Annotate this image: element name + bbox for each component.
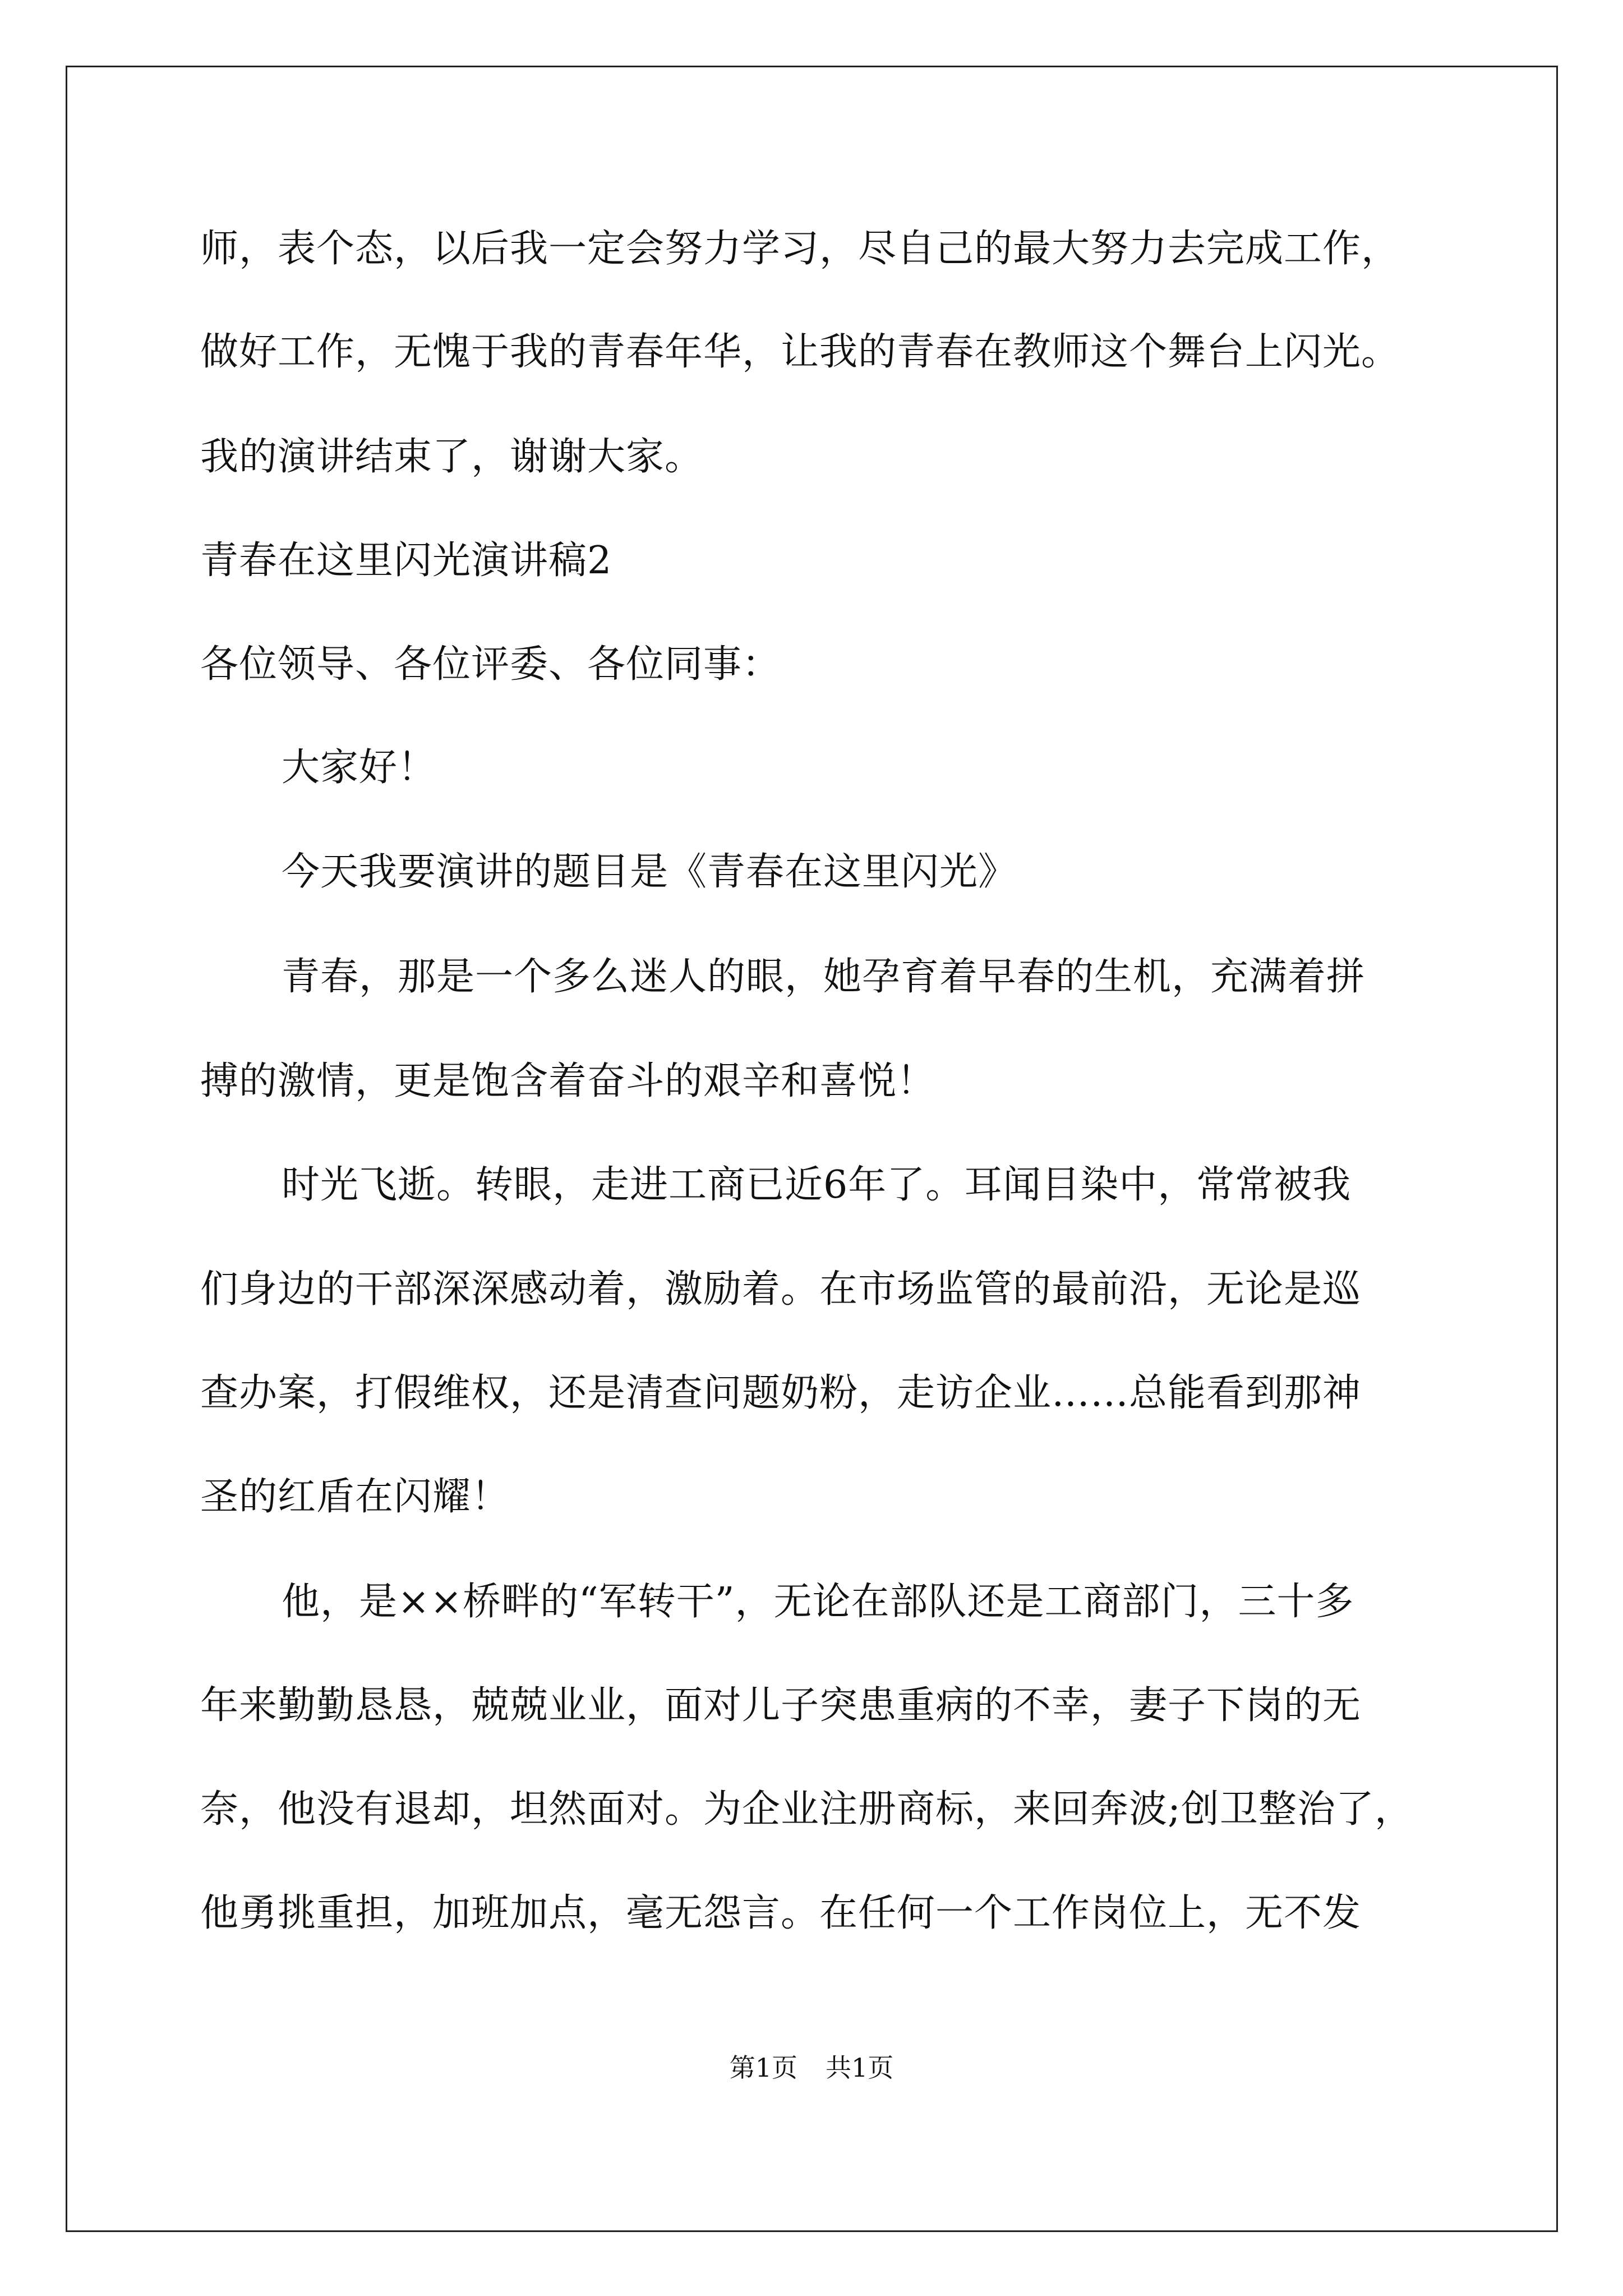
body-line: 我的演讲结束了，谢谢大家。 — [200, 435, 704, 479]
body-line: 奈，他没有退却，坦然面对。为企业注册商标，来回奔波;创卫整治了， — [200, 1787, 1413, 1832]
page-total: 共1页 — [826, 2053, 894, 2083]
section-heading: 青春在这里闪光演讲稿2 — [200, 539, 612, 583]
salutation: 各位领导、各位评委、各位同事： — [200, 642, 781, 687]
page-number: 第1页 — [729, 2053, 797, 2083]
body-line: 今天我要演讲的题目是《青春在这里闪光》 — [282, 850, 1017, 894]
body-line: 师，表个态，以后我一定会努力学习，尽自己的最大努力去完成工作， — [200, 227, 1400, 271]
body-line: 他，是××桥畔的“军转干”，无论在部队还是工商部门，三十多 — [282, 1580, 1354, 1624]
body-line: 做好工作，无愧于我的青春年华，让我的青春在教师这个舞台上闪光。 — [200, 330, 1400, 374]
body-line: 查办案，打假维权，还是清查问题奶粉，走访企业……总能看到那神 — [200, 1371, 1362, 1415]
body-line: 他勇挑重担，加班加点，毫无怨言。在任何一个工作岗位上，无不发 — [200, 1891, 1362, 1935]
body-line: 年来勤勤恳恳，兢兢业业，面对儿子突患重病的不幸，妻子下岗的无 — [200, 1683, 1362, 1728]
body-line: 们身边的干部深深感动着，激励着。在市场监管的最前沿，无论是巡 — [200, 1267, 1362, 1312]
body-line: 搏的激情，更是饱含着奋斗的艰辛和喜悦！ — [200, 1059, 936, 1103]
body-line: 圣的红盾在闪耀！ — [200, 1475, 510, 1519]
greeting: 大家好！ — [282, 746, 437, 790]
body-line: 青春，那是一个多么迷人的眼，她孕育着早春的生机，充满着拼 — [282, 955, 1366, 999]
page-footer — [0, 2051, 1623, 2085]
body-line: 时光飞逝。转眼，走进工商已近6年了。耳闻目染中，常常被我 — [282, 1163, 1352, 1207]
